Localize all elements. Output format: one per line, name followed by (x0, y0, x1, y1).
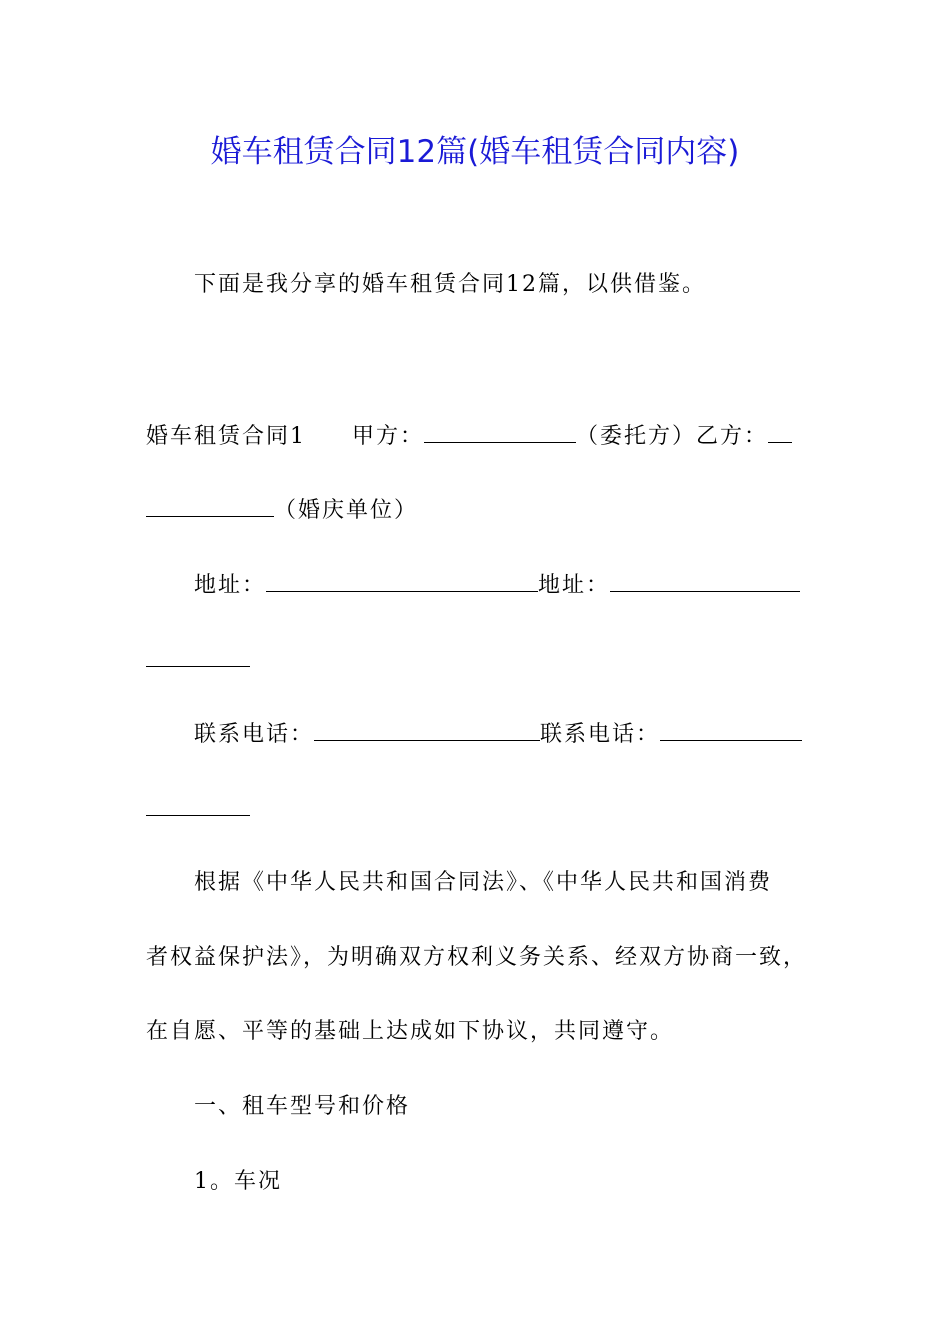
party-a-blank (424, 420, 576, 443)
address-blank-b (610, 569, 800, 592)
party-b-role: （婚庆单位） (274, 498, 419, 523)
phone-label-b: 联系电话： (540, 722, 661, 747)
paragraph-line-1: 根据《中华人民共和国合同法》、《中华人民共和国消费 (194, 870, 773, 895)
intro-line: 下面是我分享的婚车租赁合同12篇，以供借鉴。 (194, 272, 706, 297)
party-a-label: 甲方： (352, 424, 425, 449)
paragraph-line-2: 者权益保护法》，为明确双方权利义务关系、经双方协商一致， (146, 945, 808, 970)
party-b-line (146, 494, 418, 526)
phone-blank-b (660, 718, 802, 741)
address-label-b: 地址： (538, 573, 611, 598)
phone-label-a: 联系电话： (194, 722, 315, 747)
party-line (146, 420, 792, 452)
document-title: 婚车租赁合同12篇(婚车租赁合同内容) (210, 134, 740, 170)
paragraph-line-3: 在自愿、平等的基础上达成如下协议，共同遵守。 (146, 1019, 675, 1044)
address-blank-cont (146, 644, 250, 667)
address-continuation (146, 644, 250, 676)
address-blank-a (266, 569, 538, 592)
item-heading: 1。车况 (194, 1169, 282, 1194)
party-b-label: 乙方： (696, 424, 769, 449)
phone-continuation (146, 793, 250, 825)
address-line (194, 569, 800, 601)
section-heading: 一、租车型号和价格 (194, 1094, 411, 1119)
party-b-blank (146, 494, 274, 517)
address-label-a: 地址： (194, 573, 267, 598)
phone-line (194, 718, 802, 750)
contract-heading: 婚车租赁合同1 (146, 424, 306, 449)
phone-blank-cont (146, 793, 250, 816)
party-b-blank-start (768, 420, 792, 443)
party-a-role: （委托方） (576, 424, 697, 449)
phone-blank-a (314, 718, 540, 741)
